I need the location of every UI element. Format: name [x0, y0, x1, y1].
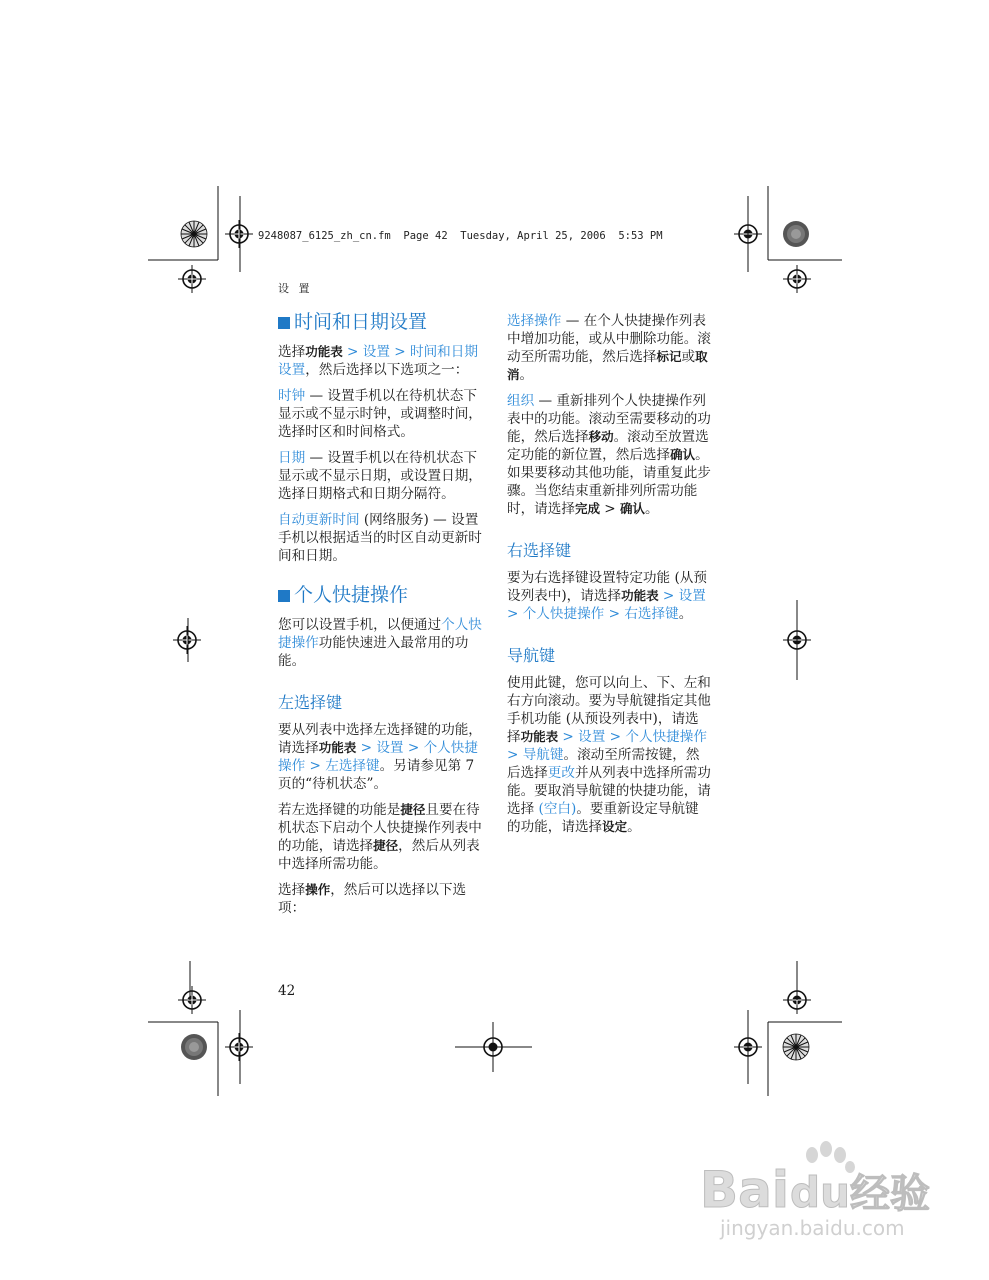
page-number: 42 [278, 983, 296, 999]
heading-left-softkey: 左选择键 [278, 693, 343, 712]
file-info-line: 9248087_6125_zh_cn.fm Page 42 Tuesday, April 25, 2006 5:53 PM [258, 230, 663, 242]
heading-right-softkey: 右选择键 [507, 541, 572, 560]
paragraph-shortcuts: 您可以设置手机，以便通过个人快捷操作功能快速进入最常用的功能。 [278, 617, 482, 669]
paragraph-left-softkey-2: 若左选择键的功能是捷径且要在待机状态下启动个人快捷操作列表中的功能，请选择捷径，然后从列表中选择所需功能。 [278, 802, 482, 872]
square-bullet-icon [278, 590, 290, 602]
option-auto-update: 自动更新时间 (网络服务) — 设置手机以根据适当的时区自动更新时间和日期。 [278, 512, 482, 564]
watermark-brand: Bai [700, 1161, 789, 1219]
option-date: 日期 — 设置手机以在待机状态下显示或不显示日期，或设置日期，选择日期格式和日期分隔符。 [278, 450, 482, 502]
paragraph-right-softkey: 要为右选择键设置特定功能 (从预设列表中)，请选择功能表 > 设置 > 个人快捷操作 > 右选择键。 [507, 570, 707, 622]
right-column [507, 312, 711, 844]
crop-lines [148, 186, 842, 1096]
watermark-url: jingyan.baidu.com [720, 1216, 905, 1240]
watermark-brand-2: du [790, 1168, 850, 1217]
paragraph-nav-key: 使用此键，您可以向上、下、左和右方向滚动。要为导航键指定其他手机功能 (从预设列表中)，请选择功能表 > 设置 > 个人快捷操作 > 导航键。滚动至所需按键，然后选择更改并从列表中选择所需功能。要取消导航键的快捷功能，请选择 (空白)。要重新设定导航键的功能，请选择设定。 [507, 675, 711, 835]
heading-nav-key: 导航键 [507, 646, 556, 665]
paragraph-left-softkey-1: 要从列表中选择左选择键的功能，请选择功能表 > 设置 > 个人快捷操作 > 左选择键。另请参见第 7 页的“待机状态”。 [278, 722, 482, 792]
running-head: 设 置 [278, 282, 313, 295]
watermark-cn: 经验 [850, 1171, 930, 1217]
baidu-jingyan-watermark [700, 1135, 960, 1245]
square-bullet-icon [278, 317, 290, 329]
paragraph-time-intro: 选择功能表 > 设置 > 时间和日期设置，然后选择以下选项之一： [278, 344, 478, 378]
heading-shortcuts: 个人快捷操作 [278, 583, 482, 607]
heading-time-date: 时间和日期设置 [278, 310, 482, 334]
left-column [278, 310, 482, 925]
option-select-options: 选择操作 — 在个人快捷操作列表中增加功能，或从中删除功能。滚动至所需功能，然后选择标记或取消。 [507, 313, 711, 383]
option-clock: 时钟 — 设置手机以在待机状态下显示或不显示时钟，或调整时间，选择时区和时间格式。 [278, 388, 482, 440]
option-organize: 组织 — 重新排列个人快捷操作列表中的功能。滚动至需要移动的功能，然后选择移动。滚动至放置选定功能的新位置，然后选择确认。如果要移动其他功能，请重复此步骤。当您结束重新排列所需功能时，请选择完成 > 确认。 [507, 393, 711, 517]
paragraph-left-softkey-3: 选择操作，然后可以选择以下选项： [278, 882, 467, 916]
